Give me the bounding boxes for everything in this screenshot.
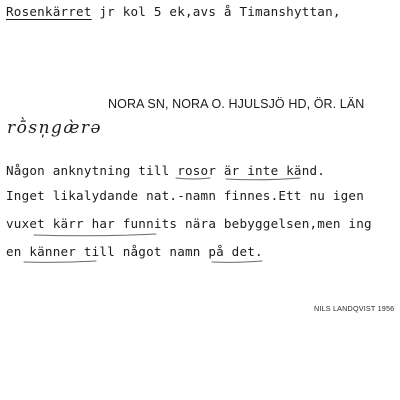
underline-namn [212, 261, 262, 262]
underline-lines [24, 261, 96, 262]
header-description: jr kol 5 ek,avs å Timanshyttan, [91, 4, 341, 19]
underline-tamas [226, 178, 300, 180]
place-name-headword: Rosenkärret [6, 4, 92, 19]
collector-signature: NILS LANDQVIST 1956 [314, 304, 395, 313]
header-line [6, 4, 341, 19]
underline-varmtkarr [34, 234, 156, 236]
note-line-4: en känner till något namn på det. [6, 244, 263, 259]
phonetic-transcription: rṑsn̩gæ̀rə [7, 118, 103, 138]
note-line-2: Inget likalydande nat.-namn finnes.Ett nu igen [6, 188, 364, 203]
underline-sig [176, 178, 210, 179]
note-line-3: vuxet kärr har funnits nära bebyggelsen,men ing [6, 216, 372, 231]
note-line-1: Någon anknytning till rosor är inte känd. [6, 163, 326, 178]
parish-stamp: NORA SN, NORA O. HJULSJÖ HD, ÖR. LÄN [108, 97, 365, 111]
